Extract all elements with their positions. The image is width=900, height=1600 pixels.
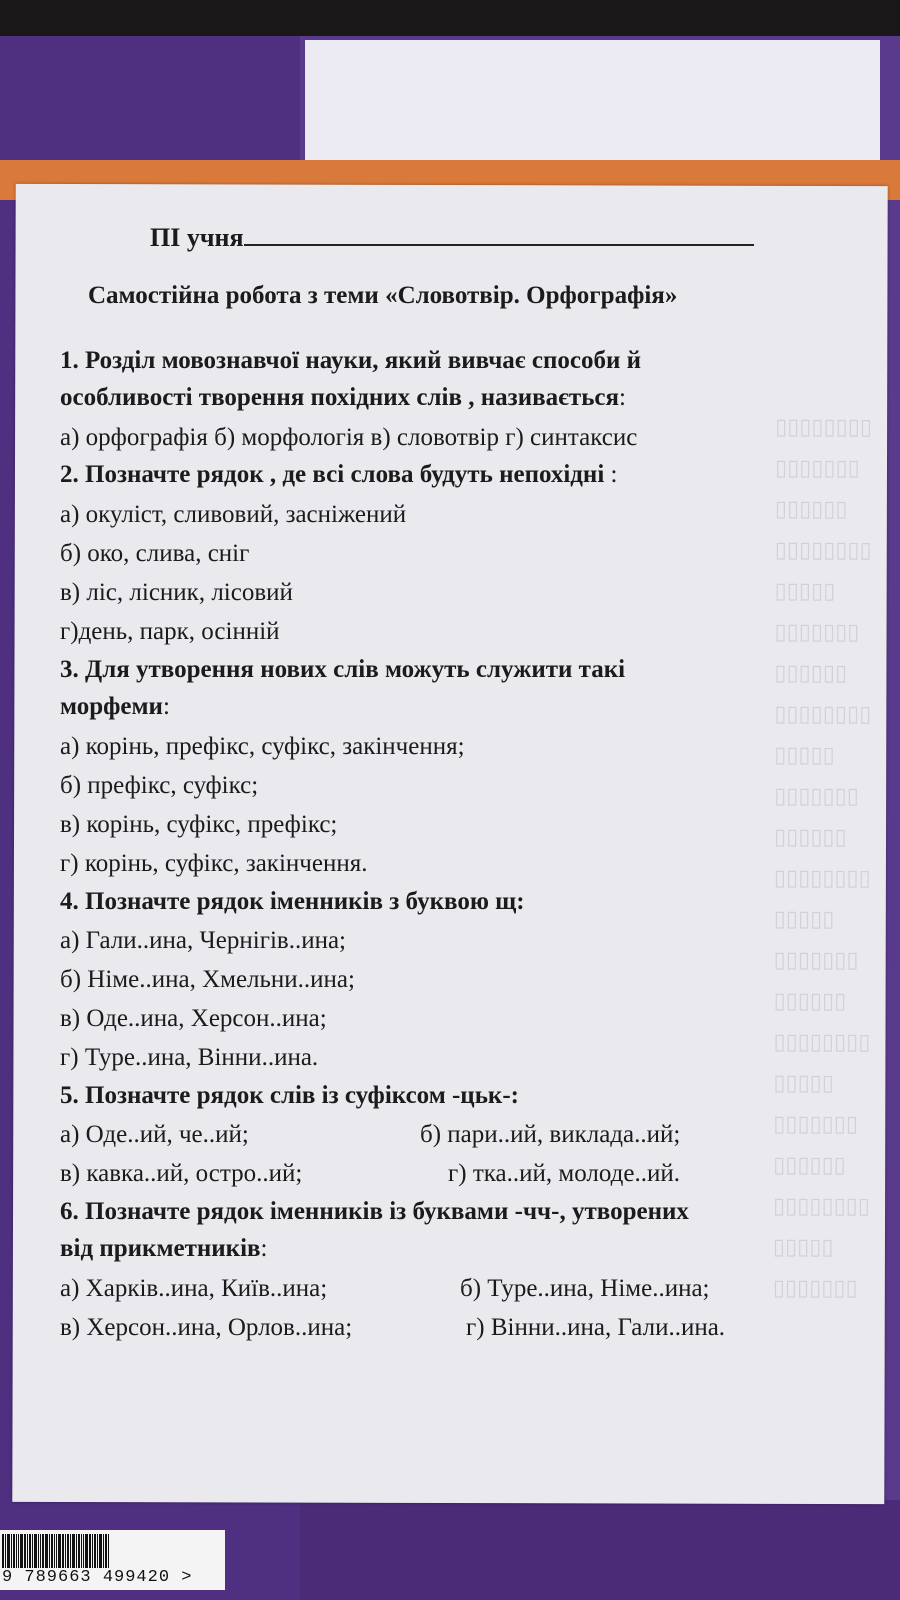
dark-top-background (0, 0, 900, 40)
q6-option-a: а) Харків..ина, Київ..ина; (60, 1275, 328, 1302)
q6-option-b: б) Туре..ина, Німе..ина; (460, 1275, 710, 1302)
q1-options: а) орфографія б) морфологія в) словотвір г) синтаксис (60, 424, 638, 451)
q2-option-a: а) окуліст, сливовий, засніжений (60, 501, 407, 528)
q5-option-d: г) тка..ий, молоде..ий. (448, 1160, 680, 1187)
q4-option-c: в) Оде..ина, Херсон..ина; (60, 1005, 327, 1032)
q6-option-d: г) Вінни..ина, Гали..ина. (466, 1314, 726, 1341)
barcode (0, 1530, 225, 1590)
q4-option-b: б) Німе..ина, Хмельни..ина; (60, 966, 355, 993)
student-name-label: ПІ учня (150, 223, 244, 252)
bleed-through-text: ▯▯▯▯▯▯▯▯ ▯▯▯▯▯▯▯ ▯▯▯▯▯▯ ▯▯▯▯▯▯▯▯ ▯▯▯▯▯ ▯▯▯▯▯▯▯ ▯▯▯▯▯▯ ▯▯▯▯▯▯▯▯ ▯▯▯▯▯ ▯▯▯▯▯▯▯ ▯▯▯▯▯▯ ▯▯▯▯▯▯▯▯ ▯▯▯▯▯ ▯▯▯▯▯▯▯ ▯▯▯▯▯▯ ▯▯▯▯▯▯▯▯ ▯▯▯▯▯ ▯▯▯▯▯▯▯ ▯▯▯▯▯▯ ▯▯▯▯▯▯▯▯ ▯▯▯▯▯ ▯▯▯▯▯▯▯ (772, 413, 872, 1301)
q1-text-line1: 1. Розділ мовознавчої науки, який вивчає способи й (60, 347, 642, 374)
q4-option-d: г) Туре..ина, Вінни..ина. (60, 1044, 319, 1071)
q2-option-b: б) око, слива, сніг (60, 540, 250, 567)
q3-option-a: а) корінь, префікс, суфікс, закінчення; (60, 733, 465, 760)
q3-option-b: б) префікс, суфікс; (60, 772, 259, 799)
q4-text: 4. Позначте рядок іменників з буквою щ: (60, 888, 525, 915)
q6-text-line2: від прикметників: (60, 1235, 268, 1262)
q2-text: 2. Позначте рядок , де всі слова будуть непохідні : (60, 461, 618, 488)
barcode-bars (2, 1534, 202, 1568)
q6-option-c: в) Херсон..ина, Орлов..ина; (60, 1314, 353, 1341)
q3-text-line2: морфеми: (60, 693, 170, 720)
q5-option-c: в) кавка..ий, остро..ий; (60, 1160, 303, 1187)
barcode-number: 9 789663 499420 > (2, 1568, 193, 1587)
q3-option-c: в) корінь, суфікс, префікс; (60, 811, 338, 838)
q3-text-line1: 3. Для утворення нових слів можуть служити такі (60, 656, 626, 683)
q4-option-a: а) Гали..ина, Чернігів..ина; (60, 927, 346, 954)
q1-text-line2: особливості творення похідних слів , називається: (60, 384, 626, 411)
q2-option-c: в) ліс, лісник, лісовий (60, 579, 293, 606)
q6-text-line1: 6. Позначте рядок іменників із буквами -чч-, утворених (60, 1198, 689, 1225)
worksheet-paper (12, 184, 887, 1504)
q2-option-d: г)день, парк, осінній (60, 618, 280, 645)
purple-bottom-area (300, 1500, 900, 1600)
q5-option-a: а) Оде..ий, че..ий; (60, 1121, 249, 1148)
q3-option-d: г) корінь, суфікс, закінчення. (60, 850, 368, 877)
student-name-blank (244, 220, 754, 246)
worksheet-title: Самостійна робота з теми «Словотвір. Орфографія» (88, 282, 678, 309)
student-name-row (150, 220, 754, 253)
q5-option-b: б) пари..ий, виклада..ий; (420, 1121, 681, 1148)
q5-text: 5. Позначте рядок слів із суфіксом -цьк-: (60, 1082, 519, 1109)
white-card-background (305, 40, 880, 170)
